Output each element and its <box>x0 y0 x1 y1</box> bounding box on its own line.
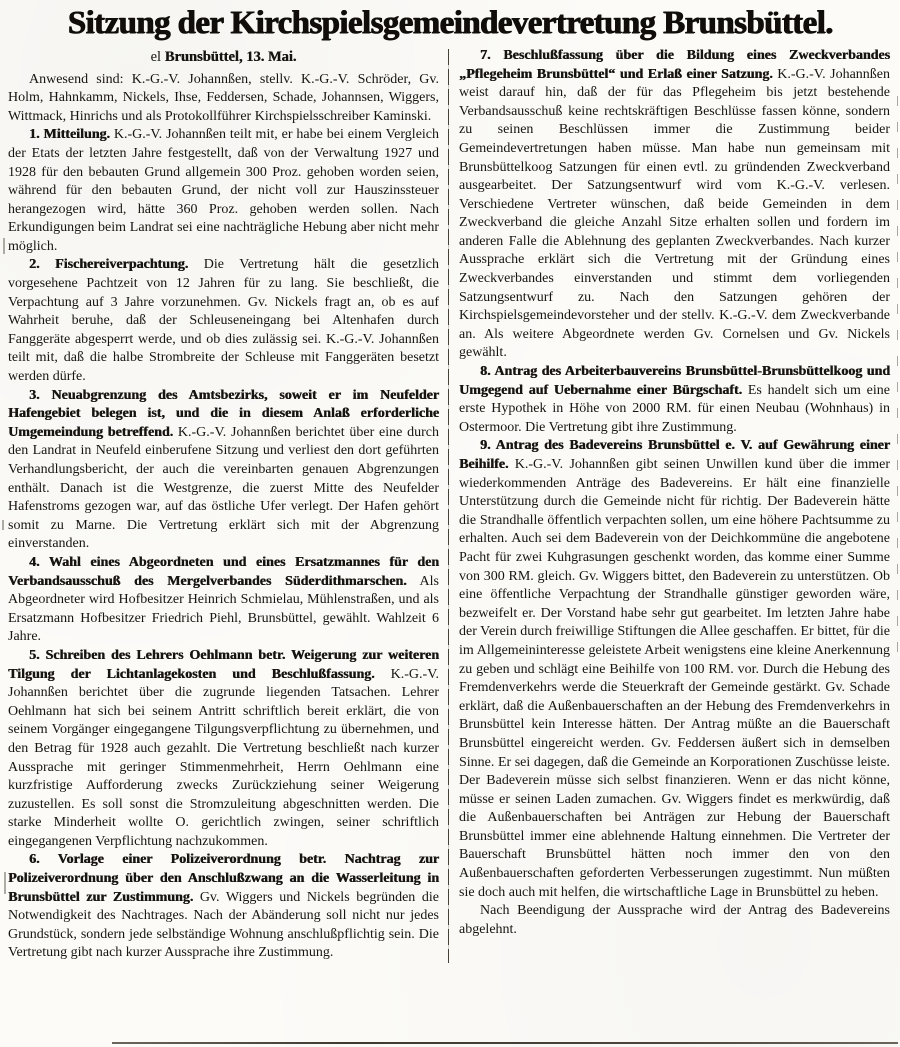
agenda-item-5 <box>8 647 439 852</box>
closing-paragraph: Nach Beendigung der Aussprache wird der Antrag des Badevereins abgelehnt. <box>459 903 890 937</box>
agenda-item-9-heading: 9. Antrag des Badevereins Brunsbüttel e. V. auf Gewährung einer Beihilfe. <box>459 438 890 472</box>
agenda-item-7 <box>459 47 890 363</box>
agenda-item-8-heading: 8. Antrag des Arbeiterbauvereins Brunsbüttel-Brunsbüttelkoog und Umgegend auf Uebernahme einer Bürgschaft. <box>459 364 890 398</box>
agenda-item-7-text: K.-G.-V. Johannßen weist darauf hin, daß der für das Pflegeheim bis jetzt bestehende Verbandsausschuß keine rechtskräftigen Beschlüsse fassen könne, sondern zu seinen Beschlüssen immer die Zustimmung beider Gemeindevertretungen haben müsse. Man habe nun gemeinsam mit Brunsbüttelkoog Satzungen für einen evtl. zu gründenden Zweckverband ausgearbeitet. Der Satzungsentwurf wird vom K.-G.-V. verlesen. Verschiedene Vertreter wünschen, daß beide Gemeinden in dem Zweckverband die gleiche Anzahl Sitze erhalten sollen und fordern im anderen Falle die Ablehnung des geplanten Zweckverbandes. Nach kurzer Aussprache erklärt sich die Vertretung mit der Gründung eines Zweckverbandes einverstanden und stimmt dem vorliegenden Satzungsentwurf zu. Nach den Satzungen gehören der Kirchspielsgemeindevorsteher und der stellv. K.-G.-V. dem Zweckverbande an. Als weitere Abgeordnete werden Gv. Cornelsen und Gv. Nickels gewählt. <box>459 66 890 361</box>
scan-speck <box>3 238 5 254</box>
agenda-item-8 <box>459 363 890 437</box>
agenda-item-8-text: Es handelt sich um eine erste Hypothek in Höhe von 2000 RM. für einen Neubau (Wohnhaus) in Ostermoor. Die Vertretung gibt ihre Zustimmung. <box>459 382 890 435</box>
agenda-item-6-heading: 6. Vorlage einer Polizeiverordnung betr. Nachtrag zur Polizeiverordnung über den Anschlußzwang an die Wasserleitung in Brunsbüttel zur Zustimmung. <box>8 852 439 905</box>
agenda-item-6 <box>8 851 439 963</box>
agenda-item-4 <box>8 554 439 647</box>
left-column <box>8 47 448 963</box>
dateline-place-date: Brunsbüttel, 13. Mai. <box>164 48 297 65</box>
right-column <box>449 47 890 963</box>
scan-speck <box>4 872 6 894</box>
bottom-rule <box>112 1042 898 1044</box>
agenda-item-1-heading: 1. Mitteilung. <box>29 127 110 143</box>
agenda-item-5-text: K.-G.-V. Johannßen berichtet über die zugrunde liegenden Tatsachen. Lehrer Oehlmann hat sich bei seinem Antritt schriftlich bereit erklärt, die von seinem Vorgänger eingegangene Tilgungsverpflichtung zu übernehmen, und den Betrag für 1928 auch gezahlt. Die Vertretung beschließt nach kurzer Aussprache mit geringer Stimmenmehrheit, Herrn Oehlmann eine kurzfristige Aufforderung zwecks Zurückziehung seiner Weigerung zuzustellen. Es soll sonst die Stromzuleitung abgeschnitten werden. Die starke Minderheit wollte O. gerichtlich zwingen, seiner schriftlich eingegangenen Verpflichtung nachzukommen. <box>8 666 440 849</box>
dateline <box>8 48 439 67</box>
agenda-item-3-text: K.-G.-V. Johannßen berichtet über eine durch den Landrat in Neufeld einberufene Sitzung und verliest den dort geführten Verhandlungsbericht, der auch die vereinbarten genauen Abgrenzungen enthält. Danach ist die Westgrenze, die zuerst Mitte des Neufelder Hafenstroms gezogen war, auf das östliche Ufer verlegt. Der Hafen gehört somit zu Marne. Die Vertretung erklärt sich mit der Abgrenzung einverstanden. <box>8 424 440 552</box>
agenda-item-7-heading: 7. Beschlußfassung über die Bildung eines Zweckverbandes „Pflegeheim Brunsbüttel“ und Erlaß einer Satzung. <box>459 47 890 82</box>
scan-edge-line <box>897 96 898 656</box>
agenda-item-4-text: Als Abgeordneter wird Hofbesitzer Heinrich Schmielau, Mühlenstraßen, und als Ersatzmann Hofbesitzer Friedrich Piehl, Brunsbüttel, gewählt. Wahlzeit 6 Jahre. <box>8 573 439 645</box>
agenda-item-3 <box>8 387 439 554</box>
article-headline: Sitzung der Kirchspielsgemeindevertretung Brunsbüttel. <box>67 5 833 41</box>
article-body <box>0 45 900 963</box>
agenda-item-2-text: Die Vertretung hält die gesetzlich vorgesehene Pachtzeit von 12 Jahren für zu lang. Sie beschließt, die Verpachtung auf 3 Jahre vorzunehmen. Gv. Nickels fragt an, ob es auf Wahrheit beruhe, daß der Schleuseneingang bei Altenhafen durch Fanggeräte abgesperrt werde, und ob dies zulässig sei. K.-G.-V. Johannßen teilt mit, daß die halbe Strombreite der Schleuse mit Fanggeräten besetzt werden dürfe. <box>8 257 440 385</box>
agenda-item-2-heading: 2. Fischereiverpachtung. <box>29 257 189 273</box>
agenda-item-1-text: K.-G.-V. Johannßen teilt mit, er habe bei einem Vergleich der Etats der letzten Jahre festgestellt, daß von der Verwaltung 1927 und 1928 für den bebauten Grund allgemein 300 Proz. gehoben worden seien, während für den bebauten Grund, der nicht voll zur Hauszinssteuer herangezogen wird, hätte 360 Proz. gehoben werden sollen. Nach Erkundigungen beim Landrat sei eine nachträgliche Hebung aber nicht mehr möglich. <box>8 127 440 254</box>
agenda-item-9-text: K.-G.-V. Johannßen gibt seinen Unwillen kund über die immer wiederkommenden Anträge des Badevereins. Er hält eine finanzielle Unterstützung durch die Gemeinde nicht für richtig. Der Badeverein hätte die Strandhalle öffentlich verpachten sollen, um eine höhere Pachtsumme zu erhalten. Auch sei dem Badeverein von der Deichkommüne die angebotene Pacht für zwei Kuhgrasungen geschenkt worden, das komme einer Summe von 300 RM. gleich. Gv. Wiggers bittet, den Badeverein zu unterstützen. Ob eine öffentliche Verpachtung der Strandhalle günstiger geworden wäre, bezweifelt er. Der Vorstand habe sehr gut gearbeitet. Im letzten Jahre habe der Verein durch freiwillige Stiftungen die Allee geschaffen. Er bittet, für die im Allgemeininteresse geleistete Arbeit wenigstens eine kleine Anerkennung zu geben und schlägt eine Beihilfe von 100 RM. vor. Durch die Hebung des Fremdenverkehrs werde die Steuerkraft der Gemeinde gestärkt. Gv. Schade erklärt, daß die Außenbauerschaften an der Hebung des Fremdenverkehrs in Brunsbüttel kein Interesse hätten. Der Antrag müßte an die Bauerschaft Brunsbüttel eingereicht werden. Gv. Feddersen äußert sich in demselben Sinne. Er sei dagegen, daß die Gemeinde an Korporationen Zuschüsse leiste. Der Badeverein müsse sich selbst finanzieren. Wenn er das nicht könne, müsse er seinen Laden zumachen. Gv. Wiggers findet es merkwürdig, daß die Außenbauerschaften bei Anträgen zur Hebung der Bauerschaft Brunsbüttel immer eine ablehnende Haltung einnehmen. Die Vertreter der Bauerschaft Brunsbüttel hätten noch immer den von den Außenbauerschaften geforderten Verbesserungen zugestimmt. Nun müßten sie doch auch mit helfen, die wirtschaftliche Lage in Brunsbüttel zu heben. <box>459 457 890 900</box>
scan-speck <box>2 520 4 530</box>
agenda-item-3-heading: 3. Neuabgrenzung des Amtsbezirks, soweit er im Neufelder Hafengebiet belegen ist, und die in diesem Anlaß erforderliche Umgemeindung betreffend. <box>8 387 439 440</box>
agenda-item-4-heading: 4. Wahl eines Abgeordneten und eines Ersatzmannes für den Verbandsausschuß des Mergelverbandes Süderdithmarschen. <box>8 554 439 589</box>
attendance-paragraph: Anwesend sind: K.-G.-V. Johannßen, stellv. K.-G.-V. Schröder, Gv. Holm, Hahnkamm, Nickels, Ihse, Feddersen, Schade, Johannsen, Wiggers, Wittmack, Hinrichs und als Protokollführer Kirchspielsschreiber Kaminski. <box>8 71 439 124</box>
dateline-correspondent-mark: el <box>150 48 162 65</box>
agenda-item-5-heading: 5. Schreiben des Lehrers Oehlmann betr. Weigerung zur weiteren Tilgung der Lichtanlagekosten und Beschlußfassung. <box>8 647 439 682</box>
agenda-item-6-text: Gv. Wiggers und Nickels begründen die Notwendigkeit des Nachtrages. Nach der Abänderung soll nicht nur jedes Grundstück, sondern jede selbständige Wohnung anschlußpflichtig sein. Die Vertretung gibt nach kurzer Aussprache ihre Zustimmung. <box>8 889 439 961</box>
agenda-item-2 <box>8 256 439 386</box>
agenda-item-1 <box>8 126 439 256</box>
agenda-item-9 <box>459 437 890 902</box>
